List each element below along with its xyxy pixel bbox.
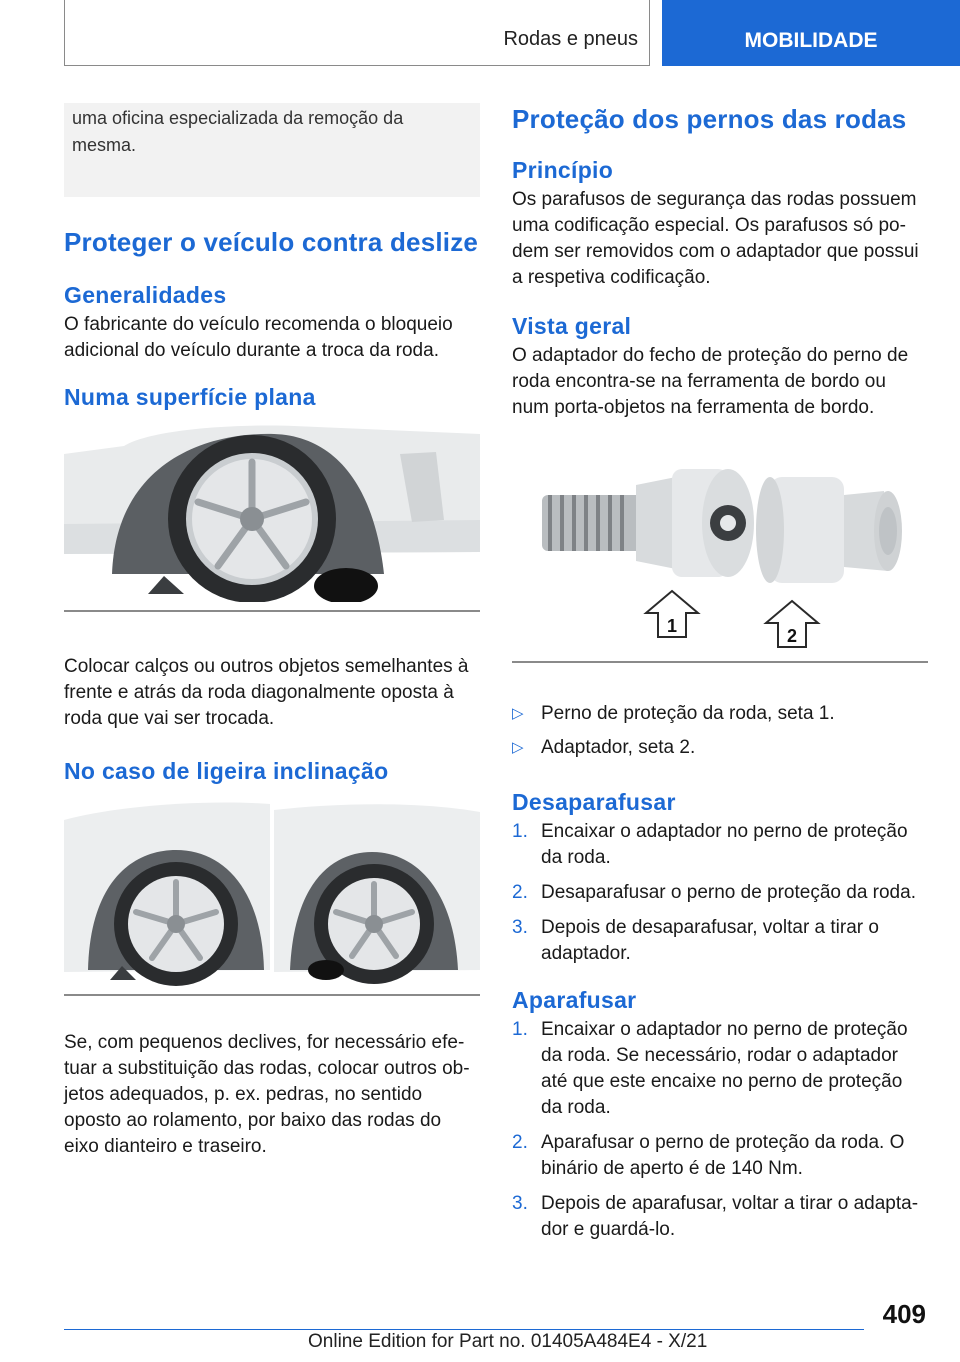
footer-edition: Online Edition for Part no. 01405A484E4 - X/21	[308, 1331, 708, 1352]
list-item: 1. Encaixar o adaptador no perno de proteção da roda. Se necessário, rodar o adaptador até que este encaixe no perno de proteção da roda.	[512, 1019, 908, 1118]
image-divider	[64, 994, 480, 996]
arrow-label-1: 1	[666, 616, 678, 636]
heading-flat-surface: Numa superfície plana	[64, 384, 316, 410]
header-chapter-tab: MOBILIDADE	[662, 0, 960, 66]
unscrew-steps	[512, 819, 928, 967]
triangle-bullet-icon: ▷	[512, 739, 524, 756]
text-generalities: O fabricante do veículo recomenda o bloqueio adicional do veículo durante a troca da roda.	[64, 314, 453, 361]
heading-generalities: Generalidades	[64, 282, 227, 308]
text-overview: O adaptador do fecho de proteção do perno de roda encontra-se na ferramenta de bordo ou num porta-objetos na ferramenta de bordo.	[512, 345, 909, 418]
list-item: ▷ Perno de proteção da roda, seta 1.	[512, 701, 928, 727]
note-box: uma oficina especializada da remoção da mesma.	[64, 103, 480, 197]
list-item: 3. Depois de aparafusar, voltar a tirar o adaptador e guardá-lo.	[512, 1193, 919, 1240]
car-wheels-slope-illustration	[64, 800, 480, 994]
arrow-label-2: 2	[786, 626, 798, 646]
image-divider	[512, 661, 928, 663]
wheel-lock-adapter-image	[512, 455, 928, 661]
image-divider	[64, 610, 480, 612]
car-wheel-illustration	[64, 424, 480, 610]
heading-principle: Princípio	[512, 157, 614, 183]
footer-rule	[64, 1329, 864, 1330]
left-column	[64, 103, 480, 1160]
legend-list	[512, 701, 928, 761]
header-section-title: Rodas e pneus	[503, 28, 638, 50]
list-item: 3. Depois de desaparafusar, voltar a tirar o adaptador.	[512, 917, 879, 964]
wheel-chock-slope-image	[64, 800, 480, 994]
caption-flat-surface: Colocar calços ou outros objetos semelhantes à frente e atrás da roda diagonalmente oposta à roda que vai ser trocada.	[64, 656, 469, 729]
right-column	[512, 103, 928, 1252]
triangle-bullet-icon: ▷	[512, 705, 524, 722]
list-item: 1. Encaixar o adaptador no perno de proteção da roda.	[512, 821, 908, 868]
wheel-chock-flat-image	[64, 424, 480, 610]
heading-screw: Aparafusar	[512, 987, 637, 1013]
caption-slight-slope: Se, com pequenos declives, for necessário efetuar a substituição das rodas, colocar outros objetos adequados, p. ex. pedras, no sentido oposto ao rolamento, por baixo das rodas do eixo dianteiro e traseiro.	[64, 1032, 470, 1157]
screw-steps	[512, 1017, 928, 1243]
list-item: ▷ Adaptador, seta 2.	[512, 735, 928, 761]
heading-protect-vehicle: Proteger o veículo contra deslize	[64, 227, 479, 257]
heading-unscrew: Desaparafusar	[512, 789, 676, 815]
list-item: 2. Aparafusar o perno de proteção da roda. O binário de aperto é de 140 Nm.	[512, 1132, 905, 1179]
heading-overview: Vista geral	[512, 313, 632, 339]
heading-wheel-lock: Proteção dos pernos das rodas	[512, 104, 907, 134]
page-number: 409	[882, 1299, 926, 1329]
wheel-lock-and-adapter-illustration	[512, 455, 928, 661]
text-principle: Os parafusos de segurança das rodas possuem uma codificação especial. Os parafusos só podem ser removidos com o adaptador que possui a respetiva codificação.	[512, 189, 919, 288]
list-item: 2. Desaparafusar o perno de proteção da roda.	[512, 882, 916, 903]
heading-slight-slope: No caso de ligeira inclinação	[64, 758, 389, 784]
